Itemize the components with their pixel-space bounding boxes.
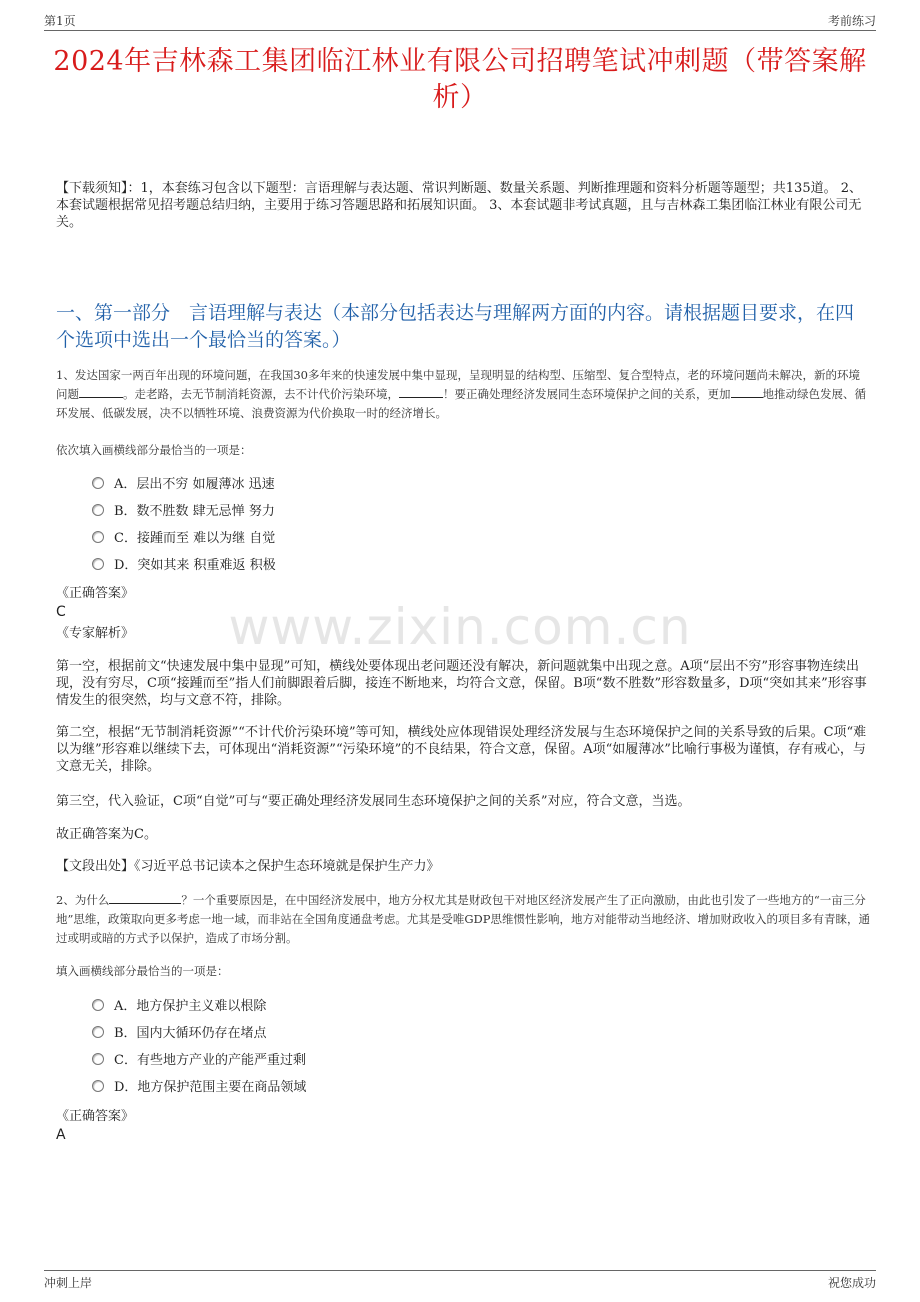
analysis-paragraph: 第三空，代入验证，C项“自觉”可与“要正确处理经济发展同生态环境保护之间的关系”对应，符合文意，当选。 (56, 794, 691, 809)
q1-option-c[interactable]: C．接踵而至 难以为继 自觉 (92, 530, 275, 548)
question-1-prompt: 依次填入画横线部分最恰当的一项是： (56, 443, 252, 457)
q1-stem-b: 。走老路，去无节制消耗资源，去不计代价污染环境， (123, 387, 399, 401)
radio-icon[interactable] (92, 999, 104, 1011)
radio-icon[interactable] (92, 504, 104, 516)
radio-icon[interactable] (92, 1053, 104, 1065)
radio-icon[interactable] (92, 477, 104, 489)
blank-1 (109, 891, 181, 904)
blank-3 (731, 385, 763, 398)
q2-answer-label: 《正确答案》 (56, 1109, 135, 1124)
radio-icon[interactable] (92, 558, 104, 570)
q2-option-a[interactable]: A．地方保护主义难以根除 (92, 998, 266, 1016)
question-2-prompt: 填入画横线部分最恰当的一项是： (56, 964, 229, 978)
page-number: 第1页 (44, 14, 76, 28)
question-2-stem (56, 891, 870, 948)
q1-stem-d: 地推动绿色发展、循环发展、低碳发展，决不以牺牲环境、浪费资源为代价换取一时的经济增长。 (56, 387, 866, 420)
q1-option-a[interactable]: A．层出不穷 如履薄冰 迅速 (92, 476, 275, 494)
q2-option-b[interactable]: B．国内大循环仍存在堵点 (92, 1025, 267, 1043)
q1-answer-label: 《正确答案》 (56, 586, 135, 601)
page-header (44, 12, 876, 31)
radio-icon[interactable] (92, 531, 104, 543)
q1-stem-c: ！要正确处理经济发展同生态环境保护之间的关系，更加 (443, 387, 731, 401)
radio-icon[interactable] (92, 1026, 104, 1038)
document-title: 2024年吉林森工集团临江林业有限公司招聘笔试冲刺题（带答案解析） (53, 46, 867, 113)
radio-icon[interactable] (92, 1080, 104, 1092)
q2-option-c[interactable]: C．有些地方产业的产能严重过剩 (92, 1052, 306, 1070)
footer-left: 冲刺上岸 (44, 1276, 93, 1290)
q2-stem-b: ？一个重要原因是，在中国经济发展中，地方分权尤其是财政包干对地区经济发展产生了正向激励，由此也引发了一些地方的“一亩三分地”思维，政策取向更多考虑一地一域，而非站在全国角度通盘考虑。尤其是受唯GDP思维惯性影响，地方对能带动当地经济、增加财政收入的项目多有青睐，通过或明或暗的方式予以保护，造成了市场分割。 (56, 893, 871, 945)
page-footer (44, 1270, 876, 1291)
blank-1 (79, 385, 123, 398)
q1-option-d[interactable]: D．突如其来 积重难返 积极 (92, 557, 276, 575)
analysis-paragraph: 第一空，根据前文“快速发展中集中显现”可知，横线处要体现出老问题还没有解决，新问题就集中出现之意。A项“层出不穷”形容事物连续出现，没有穷尽，C项“接踵而至”指人们前脚跟着后脚，接连不断地来，均符合文意，保留。B项“数不胜数”形容数量多，D项“突如其来”形容事情发生的很突然，均与文意不符，排除。 (56, 659, 867, 708)
watermark: www.zixin.com.cn (228, 598, 692, 656)
question-1-stem (56, 366, 870, 423)
q1-stem-a: 1、发达国家一两百年出现的环境问题，在我国30多年来的快速发展中集中显现，呈现明显的结构型、压缩型、复合型特点，老的环境问题尚未解决，新的环境问题 (56, 368, 860, 401)
header-label: 考前练习 (827, 14, 876, 28)
footer-right: 祝您成功 (827, 1276, 876, 1290)
q1-answer: C (56, 604, 66, 620)
blank-2 (399, 385, 443, 398)
q1-analysis-label: 《专家解析》 (56, 626, 135, 641)
section-heading: 一、第一部分 言语理解与表达（本部分包括表达与理解两方面的内容。请根据题目要求，在四个选项中选出一个最恰当的答案。） (56, 302, 855, 351)
download-notice: 【下载须知】：1，本套练习包含以下题型：言语理解与表达题、常识判断题、数量关系题、判断推理题和资料分析题等题型；共135道。 2、本套试题根据常见招考题总结归纳，主要用于练习答题思路和拓展知识面。 3、本套试题非考试真题，且与吉林森工集团临江林业有限公司无关。 (56, 181, 862, 230)
q1-source: 【文段出处】《习近平总书记读本之保护生态环境就是保护生产力》 (56, 859, 440, 874)
q2-answer: A (56, 1127, 66, 1143)
q2-stem-a: 2、为什么 (56, 893, 110, 907)
q1-option-b[interactable]: B．数不胜数 肆无忌惮 努力 (92, 503, 275, 521)
analysis-paragraph: 故正确答案为C。 (56, 827, 157, 842)
analysis-paragraph: 第二空，根据“无节制消耗资源”“不计代价污染环境”等可知，横线处应体现错误处理经济发展与生态环境保护之间的关系导致的后果。C项“难以为继”形容难以继续下去，可体现出“消耗资源”“污染环境”的不良结果，符合文意，保留。A项“如履薄冰”比喻行事极为谨慎，存有戒心，与文意无关，排除。 (56, 725, 867, 774)
q2-option-d[interactable]: D．地方保护范围主要在商品领域 (92, 1079, 306, 1097)
